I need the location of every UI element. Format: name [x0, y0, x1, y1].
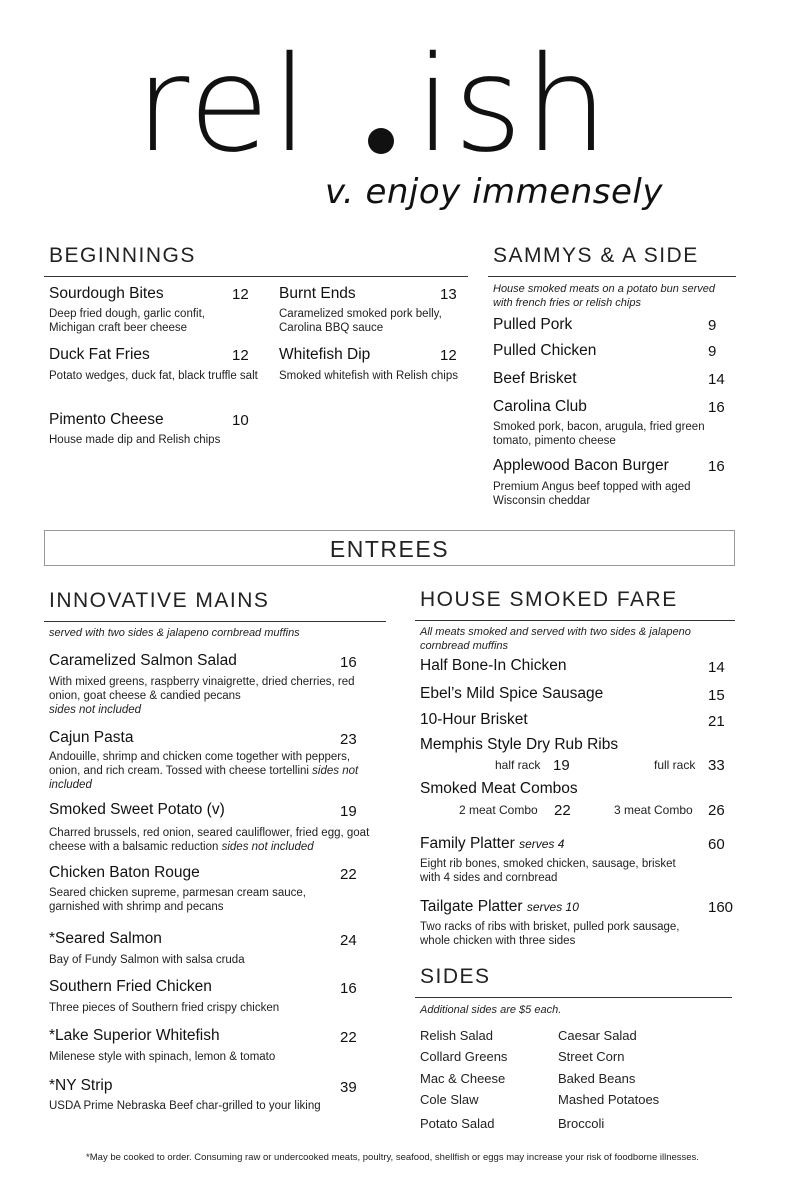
side-item: Potato Salad — [420, 1116, 495, 1131]
menu-item-price: 19 — [340, 803, 357, 820]
sides-not-included: sides not included — [221, 841, 314, 853]
menu-item-price: 21 — [708, 713, 725, 730]
two-meat-combo-label: 2 meat Combo — [459, 803, 538, 817]
menu-item-name: Memphis Style Dry Rub Ribs — [420, 736, 619, 753]
menu-item-desc: House made dip and Relish chips — [49, 434, 221, 446]
full-rack-label: full rack — [654, 758, 696, 772]
tagline: v. enjoy immensely — [325, 172, 663, 212]
menu-item-desc: Eight rib bones, smoked chicken, sausage, brisket with 4 sides and cornbread — [420, 858, 676, 884]
menu-item-name: 10-Hour Brisket — [420, 711, 528, 728]
logo-word-right: ish — [415, 28, 611, 182]
side-item: Mashed Potatoes — [558, 1092, 660, 1107]
menu-item-desc: Milenese style with spinach, lemon & tomato — [49, 1051, 276, 1063]
half-rack-price: 19 — [553, 757, 570, 774]
menu-item-name: *Seared Salmon — [49, 930, 162, 947]
entrees-heading: ENTREES — [44, 530, 735, 566]
menu-item-desc: Premium Angus beef topped with aged Wisconsin cheddar — [493, 481, 691, 507]
sammys-title: SAMMYS & A SIDE — [493, 244, 699, 267]
mains-note: served with two sides & jalapeno cornbread muffins — [49, 627, 300, 639]
sides-title: SIDES — [420, 965, 491, 988]
menu-item-name: Beef Brisket — [493, 370, 577, 387]
mains-title: INNOVATIVE MAINS — [49, 589, 270, 612]
sides-not-included: sides not included — [49, 704, 142, 716]
smoked-title: HOUSE SMOKED FARE — [420, 588, 678, 611]
menu-item-price: 9 — [708, 343, 717, 360]
menu-item-desc: Three pieces of Southern fried crispy chicken — [49, 1002, 280, 1014]
serves-note: serves 4 — [519, 837, 565, 851]
menu-item-name: Burnt Ends — [279, 285, 356, 302]
menu-item-price: 10 — [232, 412, 249, 429]
menu-item-price: 14 — [708, 371, 725, 388]
menu-item-name: Carolina Club — [493, 398, 587, 415]
beginnings-title: BEGINNINGS — [49, 244, 196, 267]
menu-item-name: Smoked Sweet Potato (v) — [49, 801, 225, 818]
menu-item-desc: Deep fried dough, garlic confit, Michigan craft beer cheese — [49, 308, 205, 334]
smoked-note: All meats smoked and served with two sides & jalapeno cornbread muffins — [420, 626, 691, 652]
sides-not-included: sides not included — [49, 765, 359, 791]
side-item: Collard Greens — [420, 1049, 508, 1064]
sammys-rule — [488, 276, 736, 277]
menu-item-name: Pulled Chicken — [493, 342, 597, 359]
menu-item-name: Southern Fried Chicken — [49, 978, 212, 995]
logo-word-left: rel — [135, 28, 311, 182]
menu-item-name: Pimento Cheese — [49, 411, 164, 428]
smoked-rule — [415, 620, 735, 621]
menu-item-name: Smoked Meat Combos — [420, 780, 578, 797]
three-meat-combo-price: 26 — [708, 802, 725, 819]
menu-item-name: Pulled Pork — [493, 316, 573, 333]
menu-item-price: 16 — [708, 399, 725, 416]
serves-note: serves 10 — [526, 900, 579, 914]
menu-item-desc: Charred brussels, red onion, seared cauliflower, fried egg, goat cheese with a balsamic reduction sides not included — [49, 827, 370, 853]
menu-item-price: 22 — [340, 1029, 357, 1046]
menu-item-name: Whitefish Dip — [279, 346, 371, 363]
footer-disclaimer: *May be cooked to order. Consuming raw or undercooked meats, poultry, seafood, shellfish or eggs may increase your risk of foodborne illnesses. — [86, 1152, 699, 1163]
logo-dot — [368, 128, 394, 154]
menu-item-desc: Smoked pork, bacon, arugula, fried green tomato, pimento cheese — [493, 421, 705, 447]
side-item: Caesar Salad — [558, 1028, 637, 1043]
menu-item-price: 16 — [340, 654, 357, 671]
menu-item-name: *NY Strip — [49, 1077, 113, 1094]
menu-item-price: 12 — [232, 286, 249, 303]
menu-item-name: Duck Fat Fries — [49, 346, 150, 363]
menu-item-name: Cajun Pasta — [49, 729, 134, 746]
menu-item-name: Family Platter serves 4 — [420, 835, 565, 852]
side-item: Cole Slaw — [420, 1092, 479, 1107]
menu-item-desc: With mixed greens, raspberry vinaigrette, dried cherries, red onion, goat cheese & candied pecans sides not included — [49, 676, 355, 716]
menu-item-price: 9 — [708, 317, 717, 334]
menu-item-price: 14 — [708, 659, 725, 676]
menu-item-desc: USDA Prime Nebraska Beef char-grilled to your liking — [49, 1100, 321, 1112]
menu-item-price: 12 — [232, 347, 249, 364]
three-meat-combo-label: 3 meat Combo — [614, 803, 693, 817]
menu-item-desc: Bay of Fundy Salmon with salsa cruda — [49, 954, 245, 966]
menu-item-name: Ebel’s Mild Spice Sausage — [420, 685, 604, 702]
menu-item-name: Tailgate Platter serves 10 — [420, 898, 579, 915]
menu-item-desc: Caramelized smoked pork belly, Carolina BBQ sauce — [279, 308, 442, 334]
side-item: Broccoli — [558, 1116, 605, 1131]
menu-item-desc: Andouille, shrimp and chicken come together with peppers, onion, and rich cream. Tossed with cheese tortellini sides not included — [49, 751, 359, 791]
half-rack-label: half rack — [495, 758, 541, 772]
mains-rule — [44, 621, 386, 622]
two-meat-combo-price: 22 — [554, 802, 571, 819]
menu-item-name: Sourdough Bites — [49, 285, 164, 302]
menu-item-desc: Smoked whitefish with Relish chips — [279, 370, 458, 382]
menu-item-desc: Potato wedges, duck fat, black truffle salt — [49, 370, 258, 382]
logo — [0, 30, 785, 190]
menu-item-price: 60 — [708, 836, 725, 853]
sammys-note: House smoked meats on a potato bun served with french fries or relish chips — [493, 283, 715, 309]
menu-item-price: 16 — [708, 458, 725, 475]
menu-item-name: Applewood Bacon Burger — [493, 457, 669, 474]
menu-item-price: 160 — [708, 899, 734, 916]
menu-item-price: 15 — [708, 687, 725, 704]
side-item: Baked Beans — [558, 1071, 636, 1086]
menu-item-price: 23 — [340, 731, 357, 748]
beginnings-rule — [44, 276, 468, 277]
menu-item-price: 12 — [440, 347, 457, 364]
menu-item-price: 13 — [440, 286, 457, 303]
side-item: Street Corn — [558, 1049, 625, 1064]
menu-item-name: *Lake Superior Whitefish — [49, 1027, 220, 1044]
menu-item-name: Half Bone-In Chicken — [420, 657, 567, 674]
sides-rule — [415, 997, 732, 998]
menu-item-desc: Seared chicken supreme, parmesan cream sauce, garnished with shrimp and pecans — [49, 887, 306, 913]
full-rack-price: 33 — [708, 757, 725, 774]
sides-note: Additional sides are $5 each. — [420, 1004, 562, 1016]
side-item: Mac & Cheese — [420, 1071, 506, 1086]
menu-item-name: Chicken Baton Rouge — [49, 864, 200, 881]
menu-item-price: 22 — [340, 866, 357, 883]
menu-item-price: 39 — [340, 1079, 357, 1096]
menu-item-name: Caramelized Salmon Salad — [49, 652, 237, 669]
menu-item-price: 24 — [340, 932, 357, 949]
side-item: Relish Salad — [420, 1028, 493, 1043]
menu-item-desc: Two racks of ribs with brisket, pulled pork sausage, whole chicken with three sides — [420, 921, 680, 947]
menu-item-price: 16 — [340, 980, 357, 997]
